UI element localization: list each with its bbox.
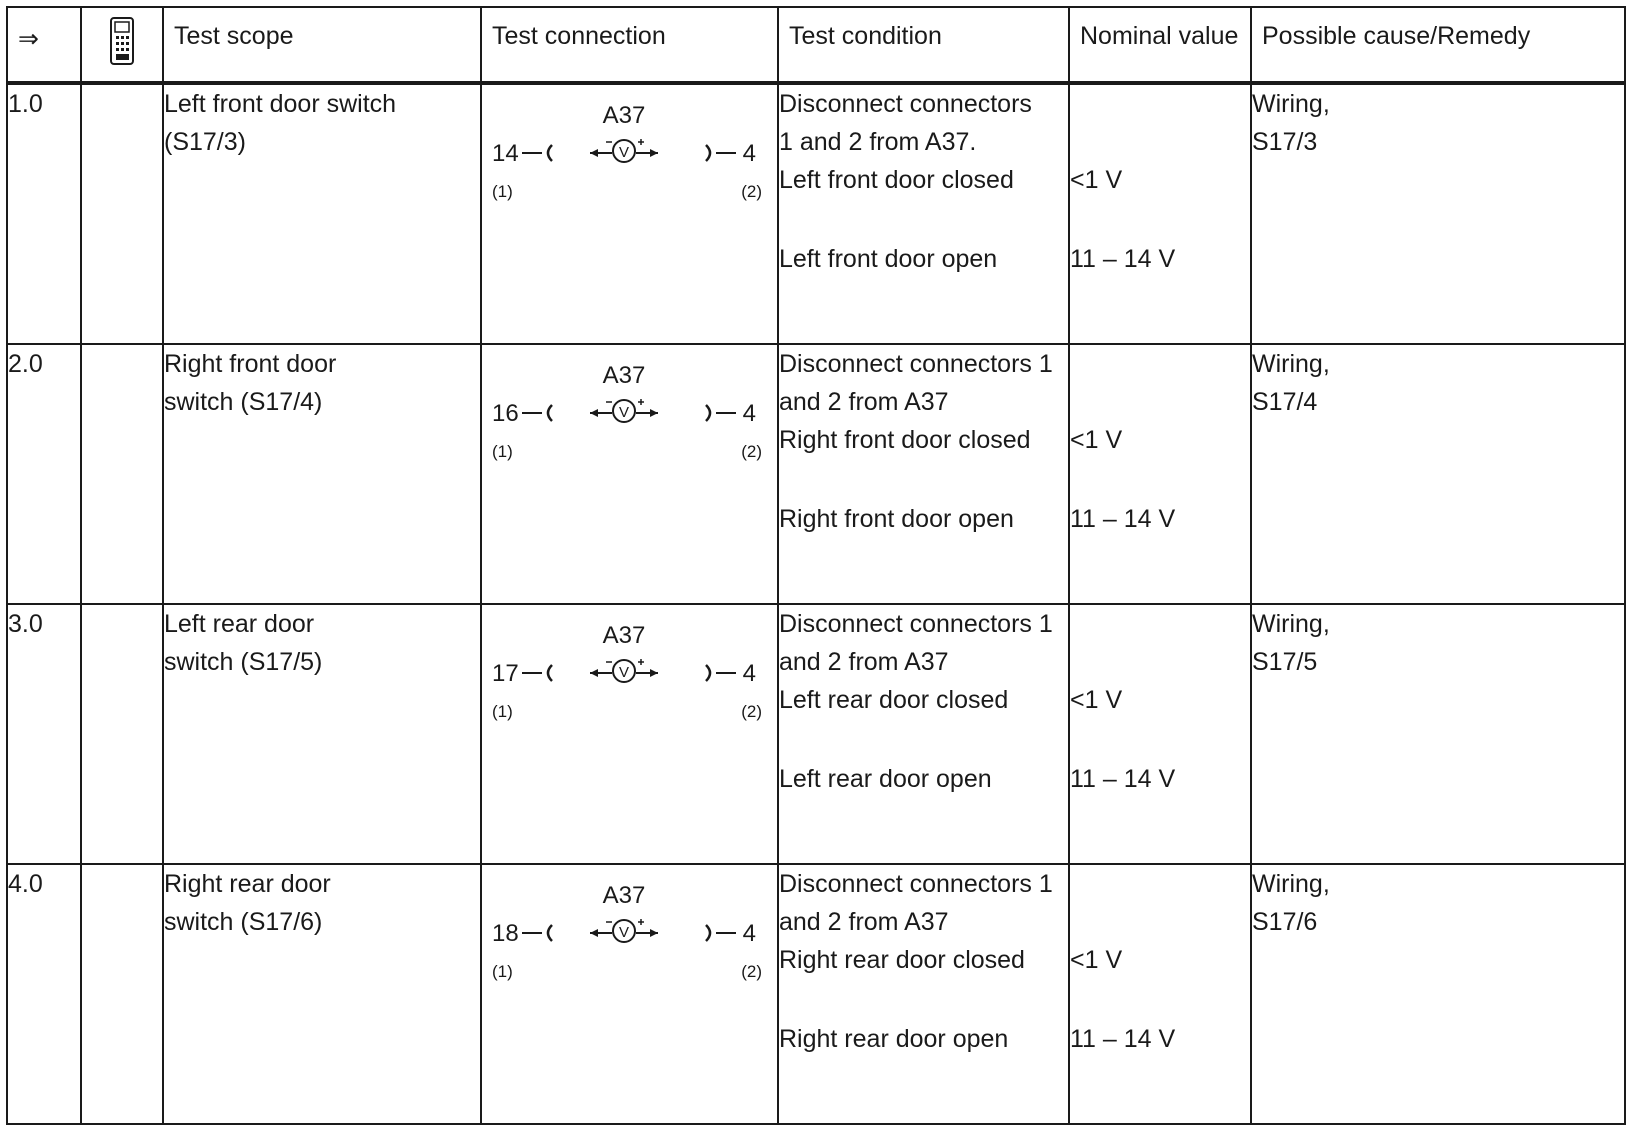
left-plug-icon	[522, 665, 552, 681]
test-condition	[778, 83, 1069, 344]
test-scope-text: switch (S17/6)	[164, 908, 323, 936]
nominal-value	[1069, 604, 1251, 864]
test-scope-text: switch (S17/5)	[164, 648, 323, 676]
test-scope	[163, 604, 481, 864]
right-connector-label: (2)	[741, 182, 762, 201]
connection-diagram	[482, 605, 779, 725]
multimeter-tester-icon	[109, 16, 135, 66]
column-header-test-scope: Test scope	[163, 7, 481, 83]
right-plug-icon	[706, 665, 736, 681]
test-condition	[778, 344, 1069, 604]
condition-line: Left rear door closed	[779, 686, 1009, 714]
unit-label: A37	[602, 882, 646, 909]
meter-label: V	[618, 404, 630, 421]
left-plug-icon	[522, 925, 552, 941]
right-pin: 4	[742, 400, 756, 427]
tester-cell	[81, 604, 163, 864]
test-connection	[481, 864, 778, 1124]
left-connector-label: (1)	[492, 702, 513, 721]
right-pin: 4	[742, 140, 756, 167]
cause-line: Wiring,	[1252, 870, 1330, 898]
table-row	[7, 344, 1625, 604]
nominal-open: 11 – 14 V	[1070, 765, 1176, 793]
right-plug-icon	[706, 925, 736, 941]
condition-line: Left front door closed	[779, 166, 1014, 194]
condition-line: Right rear door closed	[779, 946, 1025, 974]
connection-diagram	[482, 85, 779, 205]
test-connection	[481, 604, 778, 864]
connection-diagram	[482, 345, 779, 465]
right-pin: 4	[742, 660, 756, 687]
column-header-test-connection: Test connection	[481, 7, 778, 83]
voltmeter-icon	[590, 659, 658, 682]
condition-line: Disconnect connectors 1	[779, 350, 1053, 378]
nominal-open: 11 – 14 V	[1070, 505, 1176, 533]
tester-cell	[81, 344, 163, 604]
test-table	[6, 6, 1626, 1125]
cause-line: S17/4	[1252, 388, 1318, 416]
left-connector-label: (1)	[492, 182, 513, 201]
condition-line: Left front door open	[779, 245, 998, 273]
meter-label: V	[618, 144, 630, 161]
right-connector-label: (2)	[741, 702, 762, 721]
cause-line: Wiring,	[1252, 610, 1330, 638]
test-connection	[481, 344, 778, 604]
step-number: 4.0	[7, 864, 81, 1124]
left-plug-icon	[522, 145, 552, 161]
possible-cause	[1251, 344, 1625, 604]
table-row	[7, 864, 1625, 1124]
left-pin: 16	[492, 400, 519, 427]
condition-line: Disconnect connectors	[779, 90, 1032, 118]
test-scope-text: switch (S17/4)	[164, 388, 323, 416]
right-connector-label: (2)	[741, 442, 762, 461]
test-scope	[163, 344, 481, 604]
nominal-open: 11 – 14 V	[1070, 245, 1176, 273]
tester-cell	[81, 864, 163, 1124]
nominal-closed: <1 V	[1070, 686, 1123, 714]
step-number: 1.0	[7, 83, 81, 344]
cause-line: Wiring,	[1252, 350, 1330, 378]
possible-cause	[1251, 83, 1625, 344]
meter-label: V	[618, 664, 630, 681]
column-header-possible-cause: Possible cause/Remedy	[1251, 7, 1625, 83]
step-number: 2.0	[7, 344, 81, 604]
condition-line: Right rear door open	[779, 1025, 1009, 1053]
test-scope	[163, 864, 481, 1124]
condition-line: Disconnect connectors 1	[779, 870, 1053, 898]
test-condition	[778, 604, 1069, 864]
nominal-value	[1069, 864, 1251, 1124]
right-pin: 4	[742, 920, 756, 947]
left-pin: 14	[492, 140, 519, 167]
condition-line: Right front door closed	[779, 426, 1031, 454]
condition-line: 1 and 2 from A37.	[779, 128, 977, 156]
column-header-test-condition: Test condition	[778, 7, 1069, 83]
test-scope	[163, 83, 481, 344]
nominal-open: 11 – 14 V	[1070, 1025, 1176, 1053]
voltmeter-icon	[590, 399, 658, 422]
test-scope-text: Right front door	[164, 350, 337, 378]
table-row	[7, 83, 1625, 344]
condition-line: Left rear door open	[779, 765, 992, 793]
left-pin: 18	[492, 920, 519, 947]
nominal-closed: <1 V	[1070, 166, 1123, 194]
test-connection	[481, 83, 778, 344]
nominal-value	[1069, 83, 1251, 344]
nominal-value	[1069, 344, 1251, 604]
cause-line: S17/3	[1252, 128, 1318, 156]
unit-label: A37	[602, 622, 646, 649]
header-row	[7, 7, 1625, 83]
condition-line: Disconnect connectors 1	[779, 610, 1053, 638]
tester-cell	[81, 83, 163, 344]
condition-line: and 2 from A37	[779, 908, 949, 936]
right-plug-icon	[706, 145, 736, 161]
unit-label: A37	[602, 362, 646, 389]
unit-label: A37	[602, 102, 646, 129]
right-double-arrow-icon: ⇒	[7, 7, 81, 83]
table-row	[7, 604, 1625, 864]
test-condition	[778, 864, 1069, 1124]
condition-line: and 2 from A37	[779, 648, 949, 676]
left-connector-label: (1)	[492, 962, 513, 981]
left-connector-label: (1)	[492, 442, 513, 461]
tester-header	[81, 7, 163, 83]
left-pin: 17	[492, 660, 519, 687]
test-scope-text: Left rear door	[164, 610, 315, 638]
test-scope-text: Right rear door	[164, 870, 331, 898]
possible-cause	[1251, 864, 1625, 1124]
step-number: 3.0	[7, 604, 81, 864]
condition-line: Right front door open	[779, 505, 1014, 533]
nominal-closed: <1 V	[1070, 426, 1123, 454]
left-plug-icon	[522, 405, 552, 421]
voltmeter-icon	[590, 919, 658, 942]
meter-label: V	[618, 924, 630, 941]
right-connector-label: (2)	[741, 962, 762, 981]
nominal-closed: <1 V	[1070, 946, 1123, 974]
condition-line: and 2 from A37	[779, 388, 949, 416]
cause-line: S17/6	[1252, 908, 1318, 936]
cause-line: Wiring,	[1252, 90, 1330, 118]
test-scope-text: Left front door switch (S17/3)	[164, 90, 397, 156]
connection-diagram	[482, 865, 779, 985]
cause-line: S17/5	[1252, 648, 1318, 676]
right-plug-icon	[706, 405, 736, 421]
possible-cause	[1251, 604, 1625, 864]
column-header-nominal-value: Nominal value	[1069, 7, 1251, 83]
voltmeter-icon	[590, 139, 658, 162]
